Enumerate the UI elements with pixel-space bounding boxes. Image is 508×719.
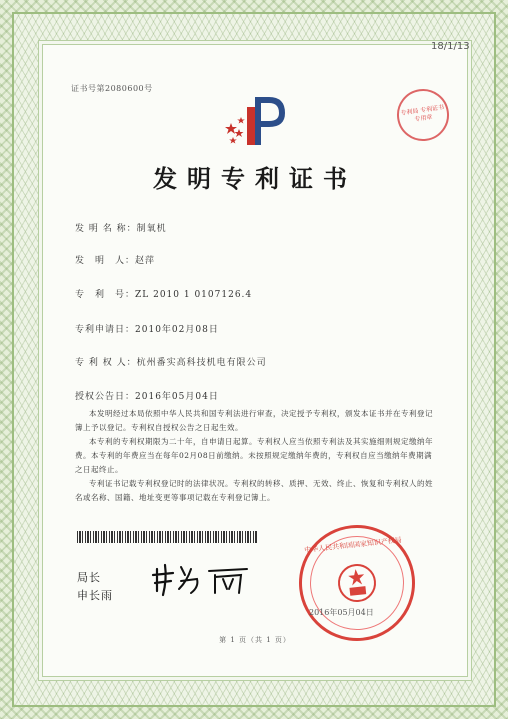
- handwritten-note: 18/1/13: [431, 41, 470, 52]
- body-paragraph: 本发明经过本局依照中华人民共和国专利法进行审查，决定授予专利权，颁发本证书并在专利登记簿上予以登记。专利权自授权公告之日起生效。: [75, 409, 433, 432]
- certificate-paper: [42, 41, 470, 677]
- field-value: 制氧机: [136, 224, 167, 234]
- field-value: 赵萍: [135, 256, 156, 266]
- field-invention-name: [75, 221, 167, 234]
- field-label: 专利申请日：: [75, 325, 136, 335]
- small-stamp-text: 专利局 专利证书 专用章: [400, 104, 445, 124]
- body-paragraph: 专利证书记载专利权登记时的法律状况。专利权的转移、质押、无效、终止、恢复和专利权人的姓名或名称、国籍、地址变更等事项记载在专利登记簿上。: [75, 479, 433, 502]
- field-value: 杭州番实高科技机电有限公司: [136, 358, 267, 368]
- certificate-body: [75, 407, 435, 505]
- field-inventor: [75, 253, 155, 266]
- field-grant-date: [75, 389, 219, 402]
- director-signature: [151, 561, 261, 597]
- page-footer: 第 1 页（共 1 页）: [219, 636, 291, 644]
- field-label: 发 明 名 称：: [75, 224, 137, 234]
- director-name: 申长雨: [77, 589, 113, 602]
- seal-text: 中华人民共和国国家知识产权局: [303, 536, 403, 555]
- field-label: 发 明 人：: [75, 256, 136, 266]
- small-red-stamp: [394, 86, 453, 145]
- field-value: 2016年05月04日: [135, 392, 219, 402]
- seal-date: 2016年05月04日: [309, 608, 374, 617]
- field-application-date: [75, 322, 219, 335]
- field-label: 专 利 号：: [75, 290, 136, 300]
- barcode: [77, 531, 257, 543]
- field-patentee: [75, 355, 267, 368]
- field-value: 2010年02月08日: [135, 325, 219, 335]
- patent-office-logo-icon: [225, 93, 289, 147]
- national-emblem-icon: [333, 559, 381, 607]
- certificate-title: 发明专利证书: [153, 164, 357, 193]
- body-paragraph: 本专利的专利权期限为二十年，自申请日起算。专利权人应当依照专利法及其实施细则规定缴纳年费。本专利的年费应当在每年02月08日前缴纳。未按照规定缴纳年费的，专利权自应当缴纳年费期满之日起终止。: [75, 437, 433, 474]
- official-red-seal: [293, 519, 420, 646]
- field-patent-number: [75, 287, 252, 300]
- director-title: 局长: [77, 571, 101, 584]
- certificate-number: 证书号第2080600号: [71, 84, 153, 93]
- field-label: 授权公告日：: [75, 392, 136, 402]
- field-value: ZL 2010 1 0107126.4: [135, 290, 253, 300]
- field-label: 专 利 权 人：: [75, 358, 137, 368]
